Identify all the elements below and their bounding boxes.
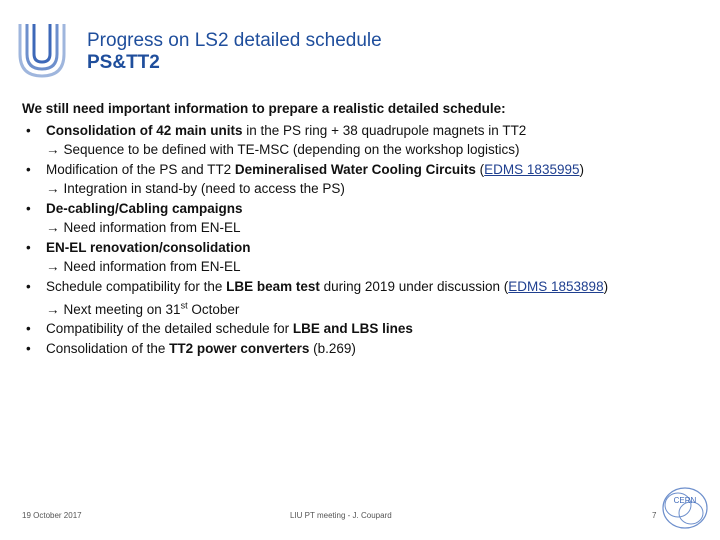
edms-link[interactable]: EDMS 1853898 xyxy=(508,278,604,294)
bullet-text xyxy=(46,279,608,294)
bullet-list xyxy=(22,121,704,359)
bullet-item xyxy=(22,339,704,359)
bullet-dot-icon: • xyxy=(26,122,31,138)
bullet-text xyxy=(46,321,413,336)
bullet-item xyxy=(22,199,704,238)
right-arrow-icon: → xyxy=(46,142,60,157)
text-span: Compatibility of the detailed schedule for xyxy=(46,321,293,336)
text-span: Consolidation of the xyxy=(46,340,170,356)
liu-logo xyxy=(14,20,70,82)
sub-note xyxy=(46,140,704,160)
sub-note xyxy=(46,218,704,238)
page-title: Progress on LS2 detailed schedule xyxy=(87,30,382,51)
cern-logo xyxy=(660,483,710,533)
footer-date: 19 October 2017 xyxy=(22,511,82,520)
text-span: (b.269) xyxy=(309,340,356,356)
bullet-text xyxy=(46,162,584,177)
bullet-text xyxy=(46,240,251,255)
bullet-text xyxy=(46,341,356,356)
text-span: ) xyxy=(579,161,584,177)
cern-logo-text: CERN xyxy=(673,496,697,505)
bullet-item xyxy=(22,319,704,339)
bold-text: LBE and LBS lines xyxy=(292,321,413,336)
sub-note xyxy=(46,257,704,277)
slide-content xyxy=(22,99,704,358)
text-span: ( xyxy=(475,161,485,177)
sub-note xyxy=(46,179,704,199)
edms-link[interactable]: EDMS 1835995 xyxy=(484,161,580,177)
sub-note-text: Need information from EN-EL xyxy=(63,220,241,235)
text-span: Modification of the PS and TT2 xyxy=(46,161,235,177)
sub-note xyxy=(46,296,704,319)
bullet-dot-icon: • xyxy=(26,321,31,336)
bold-text: LBE beam test xyxy=(226,278,320,294)
text-span: in the PS ring + 38 quadrupole magnets in TT2 xyxy=(242,122,527,138)
bullet-dot-icon: • xyxy=(26,161,31,177)
right-arrow-icon: → xyxy=(46,220,60,235)
bullet-item xyxy=(22,121,704,160)
right-arrow-icon: → xyxy=(46,259,60,274)
bold-text: Demineralised Water Cooling Circuits xyxy=(234,161,476,177)
bullet-dot-icon: • xyxy=(26,278,31,294)
bullet-dot-icon: • xyxy=(26,200,31,216)
page-subtitle: PS&TT2 xyxy=(87,52,160,73)
bold-text: De-cabling/Cabling campaigns xyxy=(46,200,243,216)
page-number: 7 xyxy=(652,511,657,520)
text-span: during 2019 under discussion ( xyxy=(319,278,509,294)
bullet-dot-icon: • xyxy=(26,340,31,356)
bullet-item xyxy=(22,160,704,199)
bullet-text xyxy=(46,123,526,138)
bold-text: Consolidation of 42 main units xyxy=(46,122,243,138)
right-arrow-icon: → xyxy=(46,301,60,317)
text-span: ) xyxy=(603,278,609,294)
text-span: Schedule compatibility for the xyxy=(46,278,227,294)
sub-note-text: Integration in stand-by (need to access the PS) xyxy=(63,181,345,196)
footer-meeting: LIU PT meeting - J. Coupard xyxy=(290,511,392,520)
sub-note-text: Need information from EN-EL xyxy=(63,259,241,274)
right-arrow-icon: → xyxy=(46,181,60,196)
title-block xyxy=(87,30,382,74)
bold-text: TT2 power converters xyxy=(169,340,310,356)
sub-note-text: Sequence to be defined with TE-MSC (depending on the workshop logistics) xyxy=(63,142,520,157)
bullet-dot-icon: • xyxy=(26,239,31,255)
sub-note-text: Next meeting on 31st October xyxy=(63,300,240,317)
bullet-text xyxy=(46,201,243,216)
bullet-item xyxy=(22,277,704,320)
bold-text: EN-EL renovation/consolidation xyxy=(46,239,251,255)
bullet-item xyxy=(22,238,704,277)
intro-text: We still need important information to prepare a realistic detailed schedule: xyxy=(22,101,506,116)
